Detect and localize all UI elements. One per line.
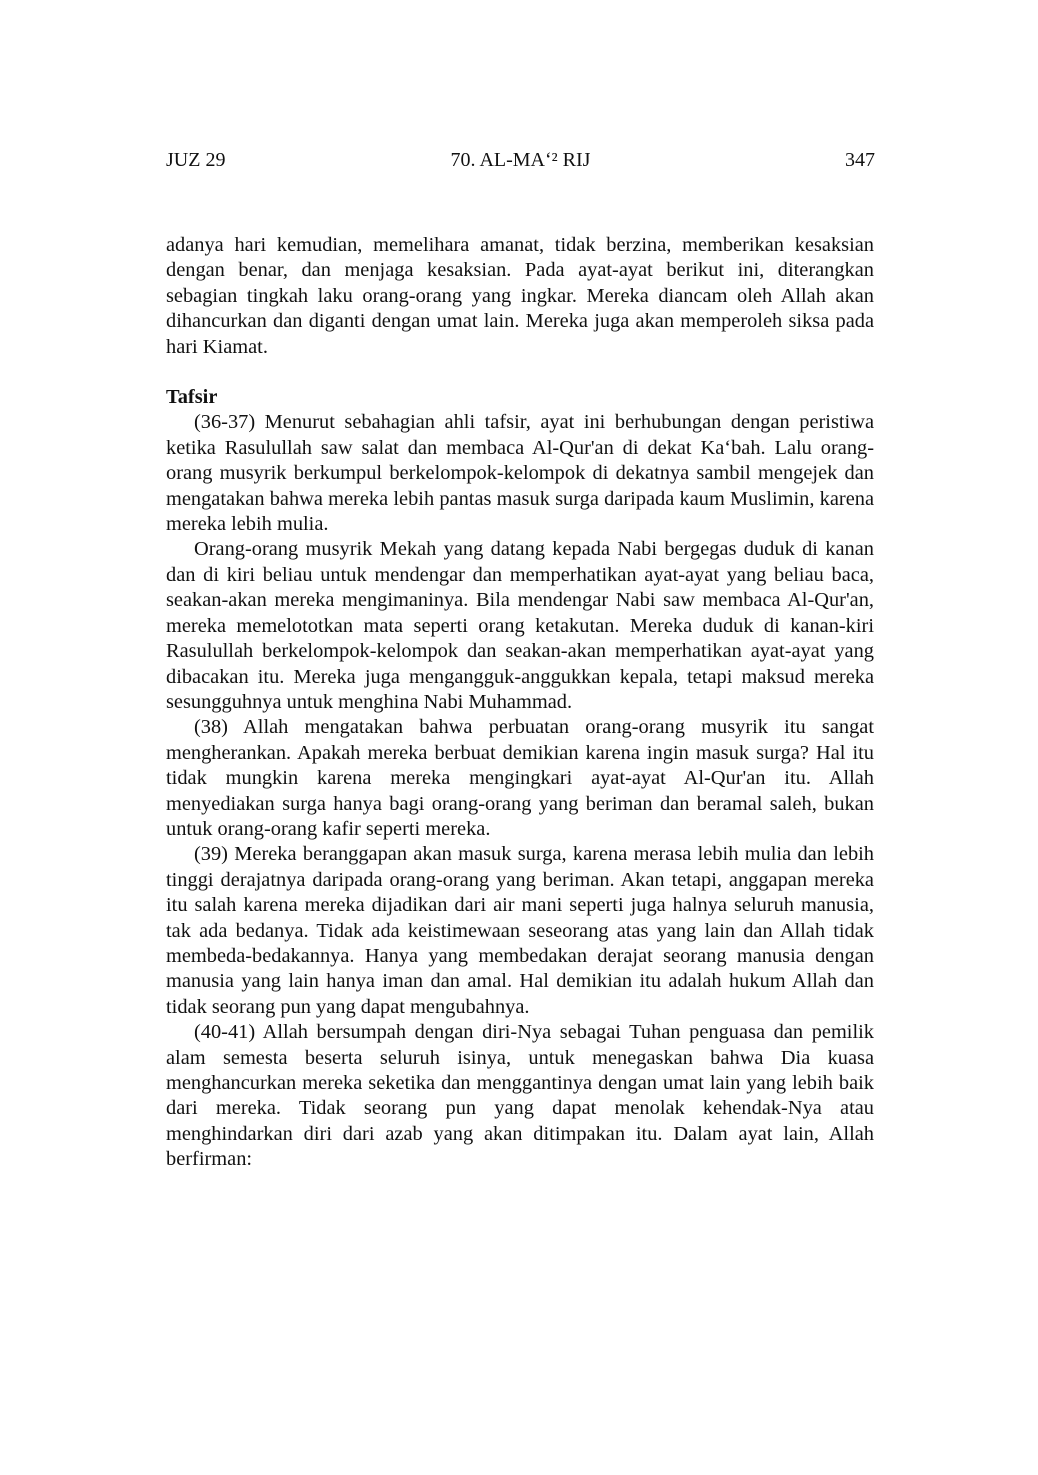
section-heading-tafsir: Tafsir — [166, 386, 218, 409]
page-number: 347 — [845, 149, 875, 171]
intro-paragraph: adanya hari kemudian, memelihara amanat, tidak berzina, memberikan kesaksian dengan benar, dan menjaga kesaksian. Pada ayat-ayat berikut ini, diterangkan sebagian tingkah laku orang-orang yang ingkar. Mereka diancam oleh Allah akan dihancurkan dan diganti dengan umat lain. Mereka juga akan memperoleh siksa pada hari Kiamat. — [166, 234, 874, 358]
page-body — [166, 233, 874, 1173]
tafsir-paragraph: (40-41) Allah bersumpah dengan diri-Nya sebagai Tuhan penguasa dan pemilik alam semesta beserta seluruh isinya, untuk menegaskan bahwa Dia kuasa menghancurkan mereka seketika dan menggantinya dengan umat lain yang lebih baik dari mereka. Tidak seorang pun yang dapat menolak kehendak-Nya atau menghindarkan diri dari azab yang akan ditimpakan itu. Dalam ayat lain, Allah berfirman: — [166, 1021, 874, 1171]
surah-title: 70. AL-MA‘² RIJ — [450, 149, 591, 171]
tafsir-paragraph: (39) Mereka beranggapan akan masuk surga, karena merasa lebih mulia dan lebih tinggi derajatnya daripada orang-orang yang beriman. Akan tetapi, anggapan mereka itu salah karena mereka dijadikan dari air mani seperti juga halnya seluruh manusia, tak ada bedanya. Tidak ada keistimewaan seseorang atas yang lain dan Allah tidak membeda-bedakannya. Hanya yang membedakan derajat seorang manusia dengan manusia yang lain hanya iman dan amal. Hal demikian itu adalah hukum Allah dan tidak seorang pun yang dapat mengubahnya. — [166, 843, 874, 1018]
tafsir-paragraph: Orang-orang musyrik Mekah yang datang kepada Nabi bergegas duduk di kanan dan di kiri beliau untuk mendengar dan memperhatikan ayat-ayat yang beliau baca, seakan-akan mereka mengimaninya. Bila mendengar Nabi saw membaca Al-Qur'an, mereka memelototkan mata seperti orang ketakutan. Mereka duduk di kanan-kiri Rasulullah berkelompok-kelompok dan seakan-akan memperhatikan ayat-ayat yang dibacakan itu. Mereka juga mengangguk-anggukkan kepala, tetapi maksud mereka sesungguhnya untuk menghina Nabi Muhammad. — [166, 538, 874, 713]
page-header — [166, 146, 875, 174]
tafsir-paragraph: (38) Allah mengatakan bahwa perbuatan orang-orang musyrik itu sangat mengherankan. Apakah mereka berbuat demikian karena ingin masuk surga? Hal itu tidak mungkin karena mereka mengingkari ayat-ayat Al-Qur'an itu. Allah menyediakan surga hanya bagi orang-orang yang beriman dan beramal saleh, bukan untuk orang-orang kafir seperti mereka. — [166, 716, 874, 840]
tafsir-paragraph: (36-37) Menurut sebahagian ahli tafsir, ayat ini berhubungan dengan peristiwa ketika Rasulullah saw salat dan membaca Al-Qur'an di dekat Ka‘bah. Lalu orang-orang musyrik berkumpul berkelompok-kelompok di dekatnya sambil mengejek dan mengatakan bahwa mereka lebih pantas masuk surga daripada kaum Muslimin, karena mereka lebih mulia. — [166, 411, 874, 536]
juz-label: JUZ 29 — [166, 149, 226, 171]
